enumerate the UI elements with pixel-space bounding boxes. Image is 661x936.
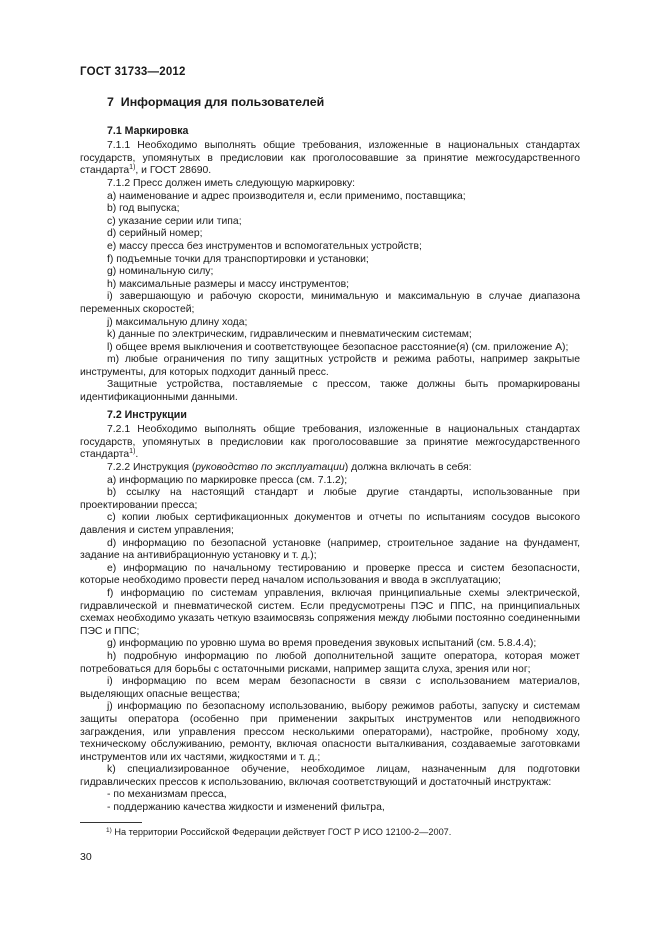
page-number: 30 <box>80 851 92 863</box>
footnote-separator <box>80 822 142 823</box>
list-item: f) информацию по системам управления, включая принципиальные схемы электрической, гидравлической и пневматической систем. Если предусмотрены ПЭС и ППС, на принципиальных схемах необходимо указать четкую взаимосвязь сопряжения между любыми постоянно соединенными ПЭС и ППС; <box>80 587 580 637</box>
list-item: j) информацию по безопасному использованию, выбору режимов работы, запуску и системам защиты оператора (особенно при применении закрытых инструментов или неподвижного заграждения, или управления прессом несколькими операторами), настройке, пробному ходу, техническому обслуживанию, ремонту, включая опасности выталкивания, создаваемые заготовками инструментов или их частями, жидкостями и т. д.; <box>80 701 580 763</box>
list-item: d) серийный номер; <box>107 228 203 240</box>
paragraph-7-2-1: 7.2.1 Необходимо выполнять общие требования, изложенные в национальных стандартах государств, упомянутых в предисловии как проголосовавшие за принятие межгосударственного стандарта$^{1)}$. <box>80 424 580 461</box>
italic-term: руководство по эксплуатации <box>195 462 345 474</box>
list-item: l) общее время выключения и соответствующее безопасное расстояние(я) (см. приложение А); <box>107 341 569 353</box>
subsection-heading-7-2: 7.2 Инструкции <box>107 408 187 421</box>
paragraph-closing: Защитные устройства, поставляемые с прессом, также должны быть промаркированы идентификационными данными. <box>80 379 580 404</box>
list-item: c) указание серии или типа; <box>107 215 242 227</box>
dash-item: - поддержанию качества жидкости и изменений фильтра, <box>107 802 385 814</box>
list-item: f) подъемные точки для транспортировки и установки; <box>107 253 369 265</box>
list-item: k) данные по электрическим, гидравлическим и пневматическим системам; <box>107 329 472 341</box>
paragraph-7-1-2: 7.1.2 Пресс должен иметь следующую маркировку: <box>107 177 356 189</box>
list-item: m) любые ограничения по типу защитных устройств и режима работы, например закрытые инструменты, для которых подходит данный пресс. <box>80 354 580 378</box>
section-title: Информация для пользователей <box>120 95 325 109</box>
paragraph-7-2-2: 7.2.2 Инструкция (руководство по эксплуатации) должна включать в себя: <box>107 462 472 474</box>
document-header: ГОСТ 31733—2012 <box>80 66 186 78</box>
list-item: c) копии любых сертификационных документов и отчеты по испытаниям сосудов высокого давления и систем управления; <box>80 512 580 536</box>
list-item: g) номинальную силу; <box>107 266 214 278</box>
list-item: a) наименование и адрес производителя и, если применимо, поставщика; <box>107 190 466 202</box>
footnote-mark: 1) <box>106 827 112 834</box>
page-content <box>80 96 580 815</box>
dash-item: - по механизмам пресса, <box>107 789 227 801</box>
list-item: e) информацию по начальному тестированию и проверке пресса и систем безопасности, которые необходимо провести перед началом использования и ввода в эксплуатацию; <box>80 562 580 587</box>
list-item: i) информацию по всем мерам безопасности в связи с использованием материалов, выделяющих опасные вещества; <box>80 676 580 700</box>
footnote <box>106 827 451 837</box>
list-item: j) максимальную длину хода; <box>107 316 248 328</box>
footnote-ref: 1) <box>129 164 136 172</box>
subsection-heading-7-1: 7.1 Маркировка <box>107 124 189 137</box>
list-item: b) год выпуска; <box>107 203 180 215</box>
list-item: h) максимальные размеры и массу инструментов; <box>107 278 350 290</box>
list-item: g) информацию по уровню шума во время проведения звуковых испытаний (см. 5.8.4.4); <box>107 638 537 650</box>
footnote-text: На территории Российской Федерации действует ГОСТ Р ИСО 12100-2—2007. <box>111 827 452 837</box>
list-item: i) завершающую и рабочую скорости, минимальную и максимальную в случае диапазона переменных скоростей; <box>80 291 580 315</box>
section-heading <box>107 96 580 109</box>
section-number: 7 <box>107 95 114 109</box>
footnote-ref: 1) <box>129 448 136 456</box>
list-item: a) информацию по маркировке пресса (см. 7.1.2); <box>107 474 348 486</box>
list-item: h) подробную информацию по любой дополнительной защите оператора, которая может потребоваться для борьбы с остаточными рисками, например защита слуха, зрения или ног; <box>80 650 580 675</box>
list-item: k) специализированное обучение, необходимое лицам, назначенным для подготовки гидравлических прессов к использованию, включая соответствующий и достаточный инструктаж: <box>80 764 580 788</box>
list-item: e) массу пресса без инструментов и вспомогательных устройств; <box>107 240 422 252</box>
list-item: d) информацию по безопасной установке (например, строительное задание на фундамент, задание на антивибрационную установку и т. д.); <box>80 537 580 562</box>
paragraph-7-1-1: 7.1.1 Необходимо выполнять общие требования, изложенные в национальных стандартах государств, упомянутых в предисловии как проголосовавшие за принятие межгосударственного стандарта$^{1)}$, и ГОСТ 28690. <box>80 140 580 177</box>
list-item: b) ссылку на настоящий стандарт и любые другие стандарты, использованные при проектировании пресса; <box>80 487 580 511</box>
